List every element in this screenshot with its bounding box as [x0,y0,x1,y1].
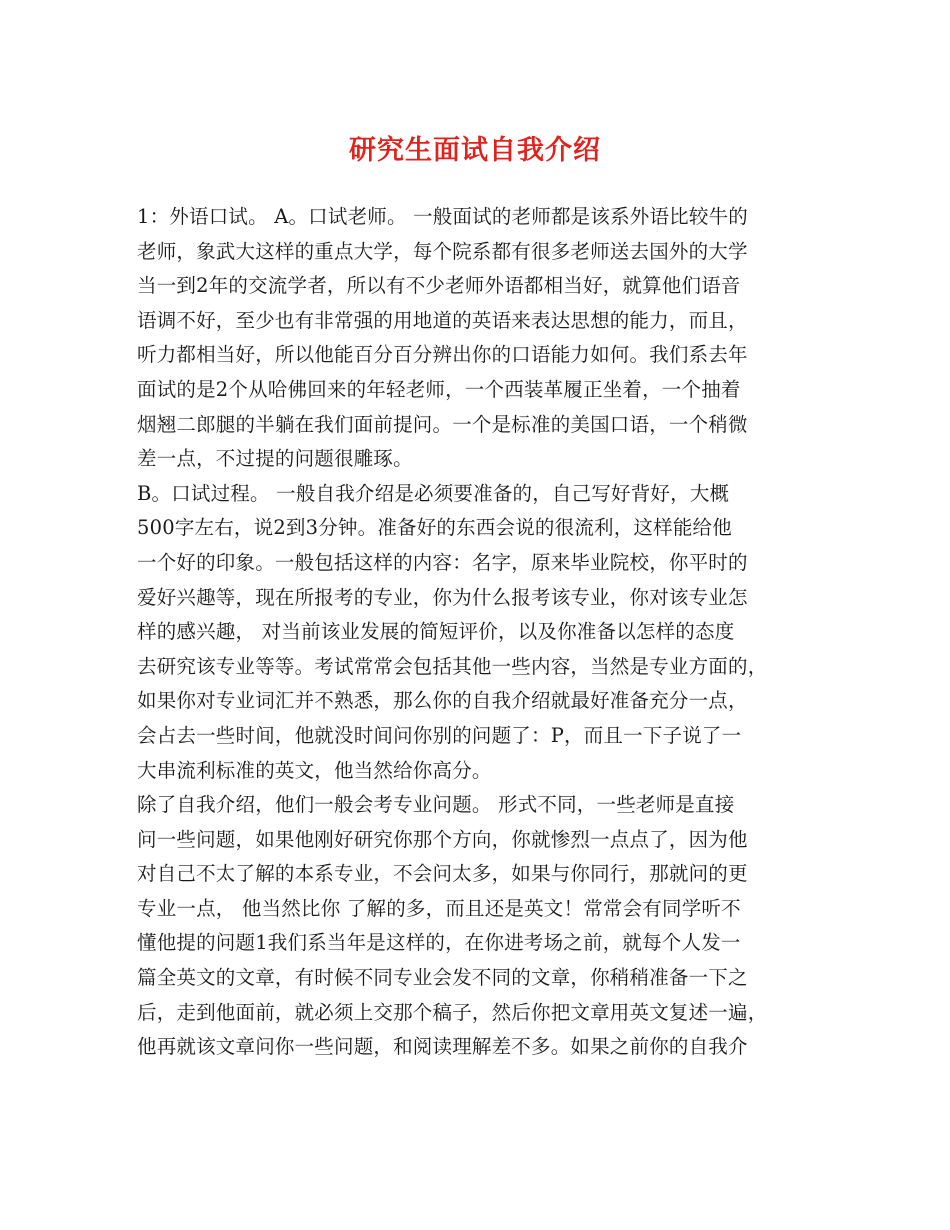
body-line: 懂他提的问题1我们系当年是这样的，在你进考场之前，就每个人发一 [137,931,741,955]
body-line: 当一到2年的交流学者，所以有不少老师外语都相当好，就算他们语音 [137,274,741,298]
body-line: 大串流利标准的英文，他当然给你高分。 [137,758,492,782]
body-line: 对自己不太了解的本系专业，不会问太多，如果与你同行，那就问的更 [137,862,748,886]
body-line: 后，走到他面前，就必须上交那个稿子，然后你把文章用英文复述一遍， [137,1000,768,1024]
body-line: 专业一点， 他当然比你 了解的多，而且还是英文！常常会有同学听不 [137,896,741,920]
body-line: 烟翘二郎腿的半躺在我们面前提问。一个是标准的美国口语，一个稍微 [137,412,748,436]
body-line: 听力都相当好，所以他能百分百分辨出你的口语能力如何。我们系去年 [137,343,748,367]
body-line: 他再就该文章问你一些问题，和阅读理解差不多。如果之前你的自我介 [137,1035,748,1059]
body-line: 除了自我介绍，他们一般会考专业问题。 形式不同，一些老师是直接 [137,793,735,817]
body-line: 会占去一些时间，他就没时间问你别的问题了：P，而且一下子说了一 [137,723,742,747]
body-line: 500字左右，说2到3分钟。准备好的东西会说的很流利，这样能给他 [137,516,732,540]
body-line: 样的感兴趣， 对当前该业发展的简短评价，以及你准备以怎样的态度 [137,620,735,644]
body-line: 一个好的印象。一般包括这样的内容：名字，原来毕业院校，你平时的 [137,550,748,574]
body-line: 老师，象武大这样的重点大学，每个院系都有很多老师送去国外的大学 [137,239,748,263]
body-line: 爱好兴趣等，现在所报考的专业，你为什么报考该专业，你对该专业怎 [137,585,748,609]
document-title: 研究生面试自我介绍 [349,135,601,166]
body-line: 篇全英文的文章，有时候不同专业会发不同的文章，你稍稍准备一下之 [137,966,748,990]
body-line: 1：外语口试。 A。口试老师。 一般面试的老师都是该系外语比较牛的 [137,205,748,228]
body-line: 如果你对专业词汇并不熟悉，那么你的自我介绍就最好准备充分一点， [137,689,748,713]
body-line: B。口试过程。 一般自我介绍是必须要准备的，自己写好背好，大概 [137,481,730,505]
body-line: 语调不好，至少也有非常强的用地道的英语来表达思想的能力，而且， [137,308,748,332]
body-line: 问一些问题，如果他刚好研究你那个方向，你就惨烈一点点了，因为他 [137,827,748,851]
body-line: 去研究该专业等等。考试常常会包括其他一些内容，当然是专业方面的， [137,654,768,678]
body-line: 面试的是2个从哈佛回来的年轻老师，一个西装革履正坐着，一个抽着 [137,377,741,401]
document-body [137,200,827,1065]
body-line: 差一点，不过提的问题很雕琢。 [137,447,413,471]
